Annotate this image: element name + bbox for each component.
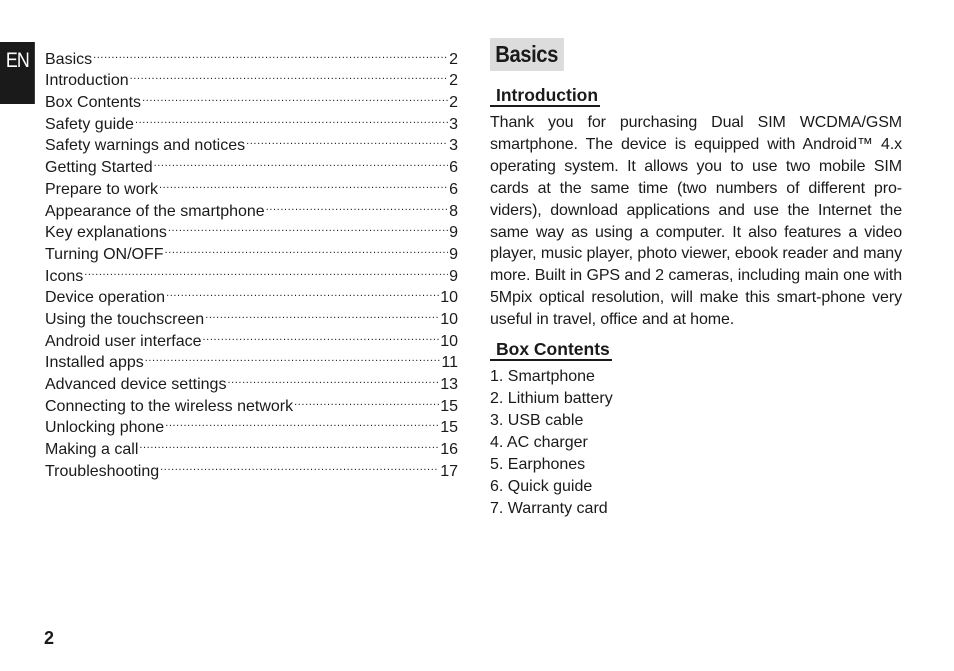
toc-entry-title: Connecting to the wireless network <box>45 397 294 415</box>
toc-entry-page: 3 <box>449 115 458 133</box>
language-tab: EN <box>0 42 35 104</box>
introduction-paragraph: Thank you for purchasing Dual SIM WCDMA/GSM smartphone. The device is equipped with Android™ 4.x operating system. It allows you to use two mobile SIM cards at the same time (two numbers of different pro-viders), download applications and use the Internet the same way as using a computer. It also features a video player, music player, photo viewer, ebook reader and many more. Built in GPS and 2 cameras, including main one with 5Mpix optical resolution, will make this smart-phone very useful in travel, office and at home. <box>490 114 902 329</box>
toc-leader-dots <box>203 324 440 346</box>
toc-entry-page: 15 <box>440 419 458 437</box>
toc-entry-title: Box Contents <box>45 94 142 112</box>
toc-leader-dots <box>145 346 441 368</box>
toc-entry[interactable] <box>45 259 458 285</box>
list-item: 2. Lithium battery <box>490 389 613 407</box>
toc-leader-dots <box>168 216 448 238</box>
toc-entry-title: Getting Started <box>45 159 153 177</box>
introduction-heading: Introduction <box>490 85 600 107</box>
box-contents-heading: Box Contents <box>490 339 612 361</box>
toc-leader-dots <box>165 237 449 259</box>
toc-entry-title: Appearance of the smartphone <box>45 202 265 220</box>
toc-entry-page: 9 <box>449 245 458 263</box>
toc-leader-dots <box>165 411 439 433</box>
toc-entry-page: 6 <box>449 180 458 198</box>
toc-entry-title: Key explanations <box>45 224 167 242</box>
toc-leader-dots <box>139 432 439 454</box>
list-item: 3. USB cable <box>490 411 584 429</box>
toc-entry-title: Safety guide <box>45 115 134 133</box>
toc-entry-page: 9 <box>449 224 458 242</box>
toc-entry-title: Android user interface <box>45 332 202 350</box>
toc-entry-page: 9 <box>449 267 458 285</box>
toc-entry-title: Device operation <box>45 289 166 307</box>
toc-leader-dots <box>160 454 439 476</box>
toc-leader-dots <box>130 64 448 86</box>
toc-entry-page: 2 <box>449 94 458 112</box>
toc-entry-page: 17 <box>440 462 458 480</box>
toc-entry-title: Troubleshooting <box>45 462 160 480</box>
box-contents-list <box>490 366 902 519</box>
toc-leader-dots <box>135 107 448 129</box>
toc-entry-page: 13 <box>440 376 458 393</box>
toc-entry-page: 10 <box>440 332 458 350</box>
list-item: 1. Smartphone <box>490 368 595 386</box>
toc-leader-dots <box>166 281 439 303</box>
toc-leader-dots <box>93 42 448 64</box>
toc-entry-title: Introduction <box>45 72 129 90</box>
toc-entry-page: 2 <box>449 72 458 90</box>
toc-leader-dots <box>159 172 448 194</box>
list-item: 6. Quick guide <box>490 477 593 495</box>
list-item: 5. Earphones <box>490 455 586 473</box>
introduction-section <box>490 85 902 331</box>
toc-entry[interactable] <box>45 42 458 68</box>
toc-leader-dots <box>246 129 448 151</box>
toc-entry-page: 8 <box>449 202 458 220</box>
toc-entry-title: Prepare to work <box>45 180 158 198</box>
toc-leader-dots <box>227 367 439 389</box>
toc-entry-page: 3 <box>449 137 458 155</box>
section-title: Basics <box>490 38 564 71</box>
toc-entry-page: 10 <box>440 310 458 328</box>
table-of-contents <box>45 42 458 480</box>
toc-entry-title: Safety warnings and notices <box>45 137 246 155</box>
toc-entry-page: 15 <box>440 397 458 415</box>
list-item: 4. AC charger <box>490 433 588 451</box>
toc-leader-dots <box>205 302 439 324</box>
box-contents-section <box>490 339 902 519</box>
toc-entry-title: Using the touchscreen <box>45 310 205 328</box>
toc-entry-page: 6 <box>449 159 458 177</box>
page-number: 2 <box>44 628 55 648</box>
toc-entry-title: Unlocking phone <box>45 419 165 437</box>
toc-entry-page: 10 <box>440 289 458 307</box>
toc-entry[interactable] <box>45 281 458 307</box>
toc-leader-dots <box>294 389 439 411</box>
toc-entry-page: 11 <box>441 354 458 372</box>
toc-entry[interactable] <box>45 64 458 90</box>
toc-leader-dots <box>84 259 448 281</box>
toc-entry-title: Advanced device settings <box>45 376 227 393</box>
toc-entry-title: Installed apps <box>45 354 144 372</box>
toc-entry-page: 16 <box>440 441 458 459</box>
toc-entry-title: Icons <box>45 267 84 285</box>
toc-leader-dots <box>266 194 448 216</box>
toc-entry-title: Turning ON/OFF <box>45 245 164 263</box>
toc-entry-title: Making a call <box>45 441 139 459</box>
toc-leader-dots <box>142 85 448 107</box>
toc-leader-dots <box>154 150 448 172</box>
toc-entry-title: Basics <box>45 50 93 68</box>
content-column <box>490 38 902 519</box>
toc-entry-page: 2 <box>449 50 458 68</box>
list-item: 7. Warranty card <box>490 499 608 517</box>
